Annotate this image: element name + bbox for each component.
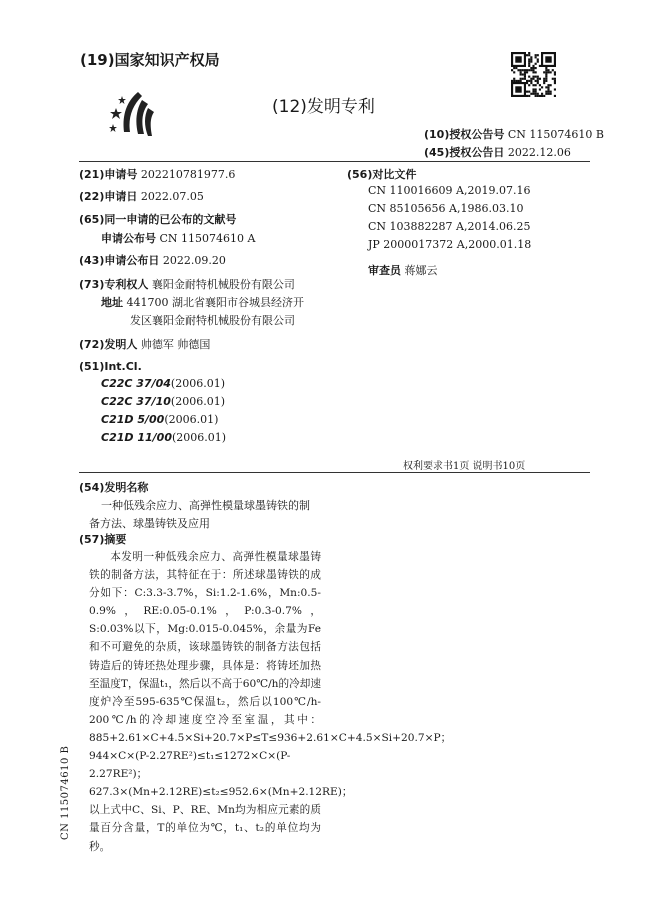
ipc-label: (51)Int.Cl. — [79, 360, 142, 373]
ipc-code: C21D 5/00 — [101, 413, 165, 426]
application-date-label: (22)申请日 — [79, 190, 138, 203]
patentee — [79, 276, 295, 292]
reference-item: CN 85105656 A,1986.03.10 — [368, 202, 524, 215]
application-number-value: 202210781977.6 — [140, 168, 236, 181]
ipc-code: C22C 37/10 — [101, 395, 171, 408]
application-number-label: (21)申请号 — [79, 168, 138, 181]
examiner — [368, 262, 438, 278]
address-label: 地址 — [101, 296, 123, 309]
examiner-value: 蒋娜云 — [404, 264, 438, 277]
address-line-1: 441700 湖北省襄阳市谷城县经济开 — [126, 296, 304, 309]
patentee-value: 襄阳金耐特机械股份有限公司 — [151, 278, 295, 291]
patentee-label: (73)专利权人 — [79, 278, 149, 291]
application-number — [79, 166, 235, 182]
application-date — [79, 188, 204, 204]
examiner-label: 审查员 — [368, 264, 401, 277]
title-label: (54)发明名称 — [79, 481, 149, 494]
address-line-2: 发区襄阳金耐特机械股份有限公司 — [130, 314, 295, 327]
abstract-label: (57)摘要 — [79, 533, 127, 546]
grant-number-label: (10)授权公告号 — [424, 128, 505, 141]
header-divider — [79, 161, 590, 162]
cnipa-logo-icon — [108, 88, 160, 140]
inventors — [79, 336, 210, 352]
ipc-entry — [101, 377, 225, 390]
ipc-entry — [101, 431, 226, 444]
grant-date-label: (45)授权公告日 — [424, 146, 505, 159]
publication-date-value: 2022.09.20 — [162, 254, 226, 267]
grant-date — [424, 144, 571, 160]
ipc-version: (2006.01) — [171, 431, 227, 444]
references-label: (56)对比文件 — [347, 168, 417, 181]
spine-text: CN 115074610 B — [60, 745, 71, 840]
inventors-value: 帅德军 帅德国 — [140, 338, 211, 351]
reference-item: CN 103882287 A,2014.06.25 — [368, 220, 531, 233]
prior-publication-label: (65)同一申请的已公布的文献号 — [79, 213, 237, 226]
application-date-value: 2022.07.05 — [140, 190, 204, 203]
abstract-body — [89, 548, 452, 856]
ipc-entry — [101, 413, 218, 426]
publication-date — [79, 252, 226, 268]
application-publication — [101, 230, 255, 246]
invention-title-line-1: 一种低残余应力、高弹性模量球墨铸铁的制 — [101, 499, 310, 512]
abstract-text: 本发明一种低残余应力、高弹性模量球墨铸铁的制备方法，其特征在于：所述球墨铸铁的成分如下：C:3.3-3.7%，Si:1.2-1.6%，Mn:0.5-0.9%，RE:0.05-0.1%，P:0.3-0.7%，S:0.03%以下，Mg:0.015-0.045%，余量为Fe和不可避免的杂质，该球墨铸铁的制备方法包括铸造后的铸坯热处理步骤，具体是：将铸坯加热至温度T，保温t₁，然后以不高于60℃/h的冷却速度炉冷至595-635℃保温t₂，然后以100℃/h-200℃/h的冷却速度空冷至室温，其中：885+2.61×C+4.5×Si+20.7×P≤T≤936+2.61×C+4.5×Si+20.7×P；944×C×(P-2.27RE²)≤t₁≤1272×C×(P-2.27RE²)；627.3×(Mn+2.12RE)≤t₂≤952.6×(Mn+2.12RE)；以上式中C、Si、P、RE、Mn均为相应元素的质量百分含量，T的单位为℃，t₁、t₂的单位均为秒。 — [89, 551, 452, 853]
ipc-version: (2006.01) — [170, 377, 225, 390]
grant-number — [424, 126, 604, 142]
document-type: (12)发明专利 — [272, 97, 375, 117]
invention-title-line-2: 备方法、球墨铸铁及应用 — [89, 517, 210, 530]
reference-item: CN 110016609 A,2019.07.16 — [368, 184, 531, 197]
ipc-code: C21D 11/00 — [101, 431, 172, 444]
section-divider — [79, 472, 590, 473]
reference-item: JP 2000017372 A,2000.01.18 — [368, 238, 532, 251]
ipc-code: C22C 37/04 — [101, 377, 171, 390]
grant-number-value: CN 115074610 B — [507, 128, 604, 141]
ipc-version: (2006.01) — [164, 413, 219, 426]
ipc-version: (2006.01) — [170, 395, 225, 408]
publication-date-label: (43)申请公布日 — [79, 254, 160, 267]
pages-note: 权利要求书1页 说明书10页 — [403, 461, 526, 472]
address — [101, 294, 304, 310]
ipc-entry — [101, 395, 225, 408]
qr-code-icon — [511, 52, 556, 97]
application-publication-label: 申请公布号 — [101, 232, 156, 245]
grant-date-value: 2022.12.06 — [507, 146, 571, 159]
application-publication-value: CN 115074610 A — [159, 232, 256, 245]
office-name: (19)国家知识产权局 — [80, 51, 220, 69]
inventors-label: (72)发明人 — [79, 338, 138, 351]
